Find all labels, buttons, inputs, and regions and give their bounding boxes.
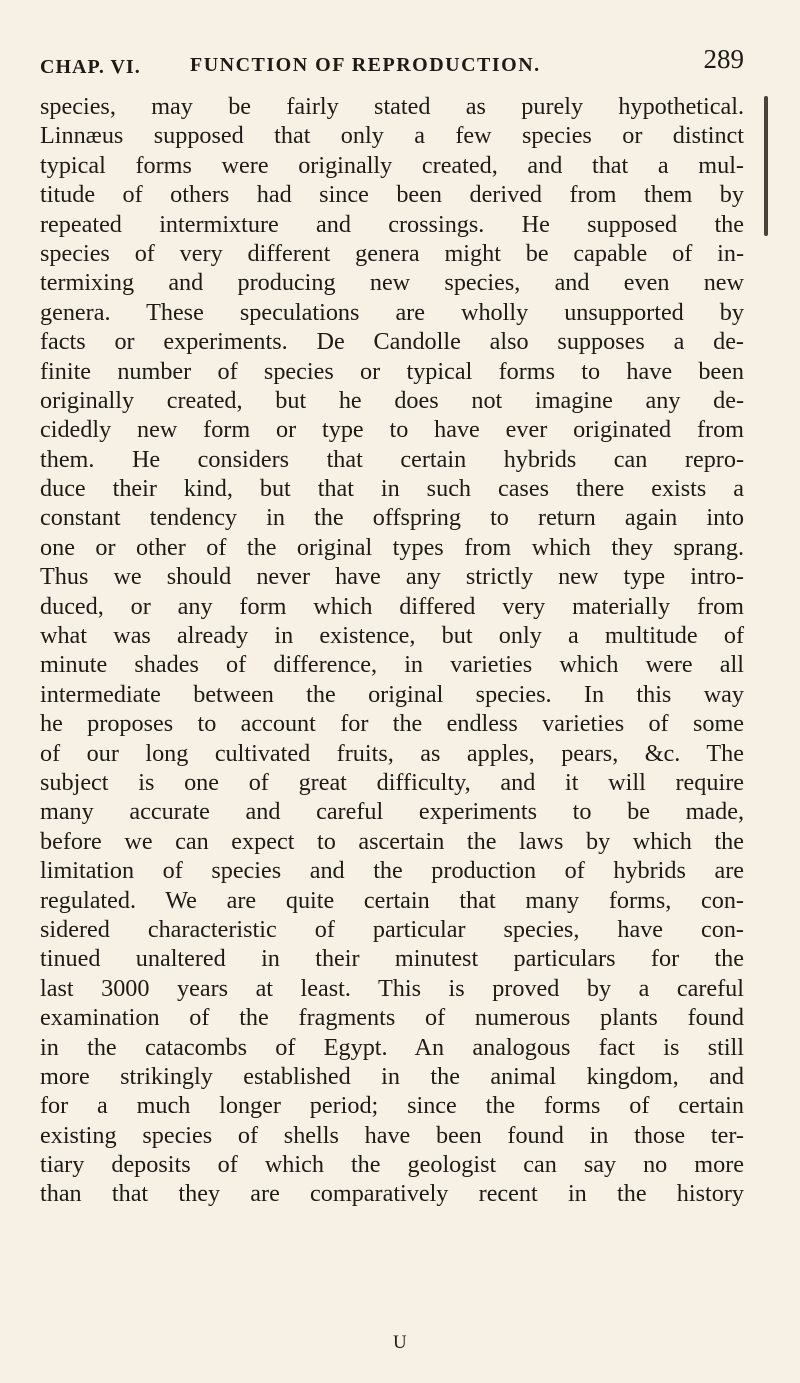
text-line: more strikingly established in the animal kingdom, and bbox=[40, 1062, 744, 1090]
text-line: titude of others had since been derived from them by bbox=[40, 181, 744, 209]
text-line: before we can expect to ascertain the laws by which the bbox=[40, 827, 744, 855]
text-line: typical forms were originally created, and that a mul- bbox=[40, 151, 744, 179]
text-line: of our long cultivated fruits, as apples, pears, &c. The bbox=[40, 739, 744, 767]
text-line: regulated. We are quite certain that many forms, con- bbox=[40, 886, 744, 914]
running-head bbox=[40, 40, 744, 80]
chapter-title: FUNCTION OF REPRODUCTION. bbox=[190, 54, 541, 76]
text-line: minute shades of difference, in varieties which were all bbox=[40, 651, 744, 679]
text-line: tinued unaltered in their minutest particulars for the bbox=[40, 945, 744, 973]
text-line: originally created, but he does not imagine any de- bbox=[40, 386, 744, 414]
text-line: duce their kind, but that in such cases there exists a bbox=[40, 475, 744, 503]
text-line: in the catacombs of Egypt. An analogous fact is still bbox=[40, 1033, 744, 1061]
page-number: 289 bbox=[703, 44, 744, 74]
signature-mark: U bbox=[393, 1332, 407, 1353]
text-line: sidered characteristic of particular species, have con- bbox=[40, 915, 744, 943]
text-line: one or other of the original types from which they sprang. bbox=[40, 533, 744, 561]
text-line: species, may be fairly stated as purely hypothetical. bbox=[40, 93, 744, 120]
text-line: many accurate and careful experiments to be made, bbox=[40, 798, 744, 826]
text-line: species of very different genera might be capable of in- bbox=[40, 239, 744, 267]
text-line: tiary deposits of which the geologist can say no more bbox=[40, 1151, 744, 1179]
text-line: he proposes to account for the endless varieties of some bbox=[40, 710, 744, 738]
text-line: limitation of species and the production of hybrids are bbox=[40, 857, 744, 885]
text-line: repeated intermixture and crossings. He supposed the bbox=[40, 210, 744, 238]
text-line: subject is one of great difficulty, and it will require bbox=[40, 768, 744, 796]
text-line: duced, or any form which differed very materially from bbox=[40, 592, 744, 620]
margin-bracket-mark bbox=[764, 96, 768, 236]
text-line: than that they are comparatively recent in the history bbox=[40, 1180, 744, 1208]
text-line: for a much longer period; since the forms of certain bbox=[40, 1092, 744, 1120]
text-line: Linnæus supposed that only a few species or distinct bbox=[40, 122, 744, 150]
text-line: examination of the fragments of numerous plants found bbox=[40, 1004, 744, 1032]
text-line: genera. These speculations are wholly unsupported by bbox=[40, 298, 744, 326]
text-line: constant tendency in the offspring to return again into bbox=[40, 504, 744, 532]
text-line: Thus we should never have any strictly new type intro- bbox=[40, 563, 744, 591]
text-line: finite number of species or typical forms to have been bbox=[40, 357, 744, 385]
text-line: intermediate between the original species. In this way bbox=[40, 680, 744, 708]
text-line: last 3000 years at least. This is proved by a careful bbox=[40, 974, 744, 1002]
text-line: facts or experiments. De Candolle also supposes a de- bbox=[40, 328, 744, 356]
text-line: cidedly new form or type to have ever originated from bbox=[40, 416, 744, 444]
text-line: existing species of shells have been found in those ter- bbox=[40, 1121, 744, 1149]
text-line: what was already in existence, but only a multitude of bbox=[40, 622, 744, 650]
text-line: them. He considers that certain hybrids can repro- bbox=[40, 445, 744, 473]
body-paragraph bbox=[40, 92, 744, 1209]
text-line: termixing and producing new species, and even new bbox=[40, 269, 744, 297]
chapter-label: CHAP. VI. bbox=[40, 56, 141, 78]
